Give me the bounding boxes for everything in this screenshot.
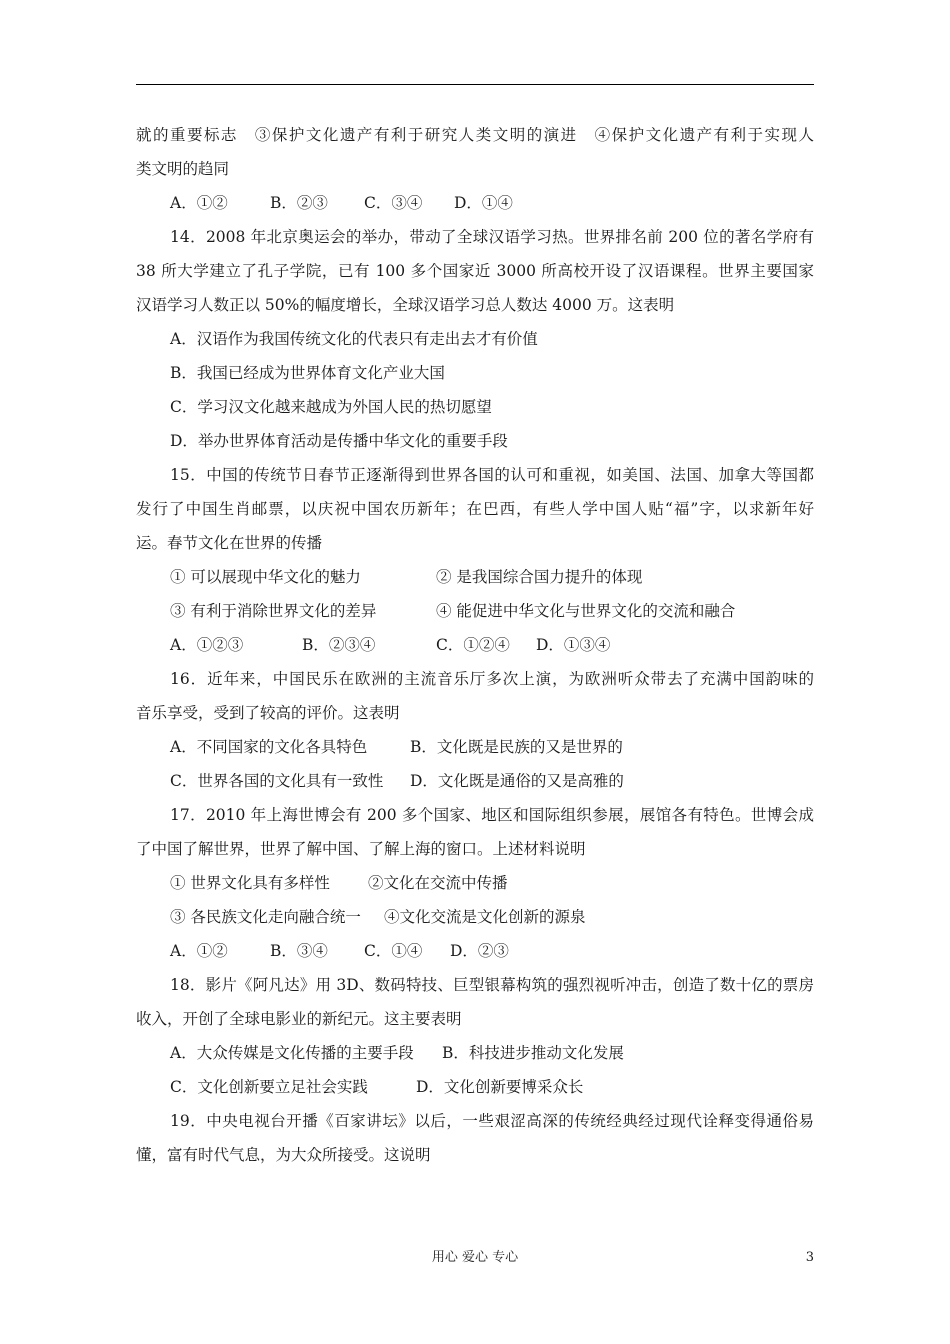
q18-stem-line: 收入，开创了全球电影业的新纪元。这主要表明 (136, 1010, 462, 1028)
page-number: 3 (805, 1250, 814, 1265)
q14-stem-line: 14．2008 年北京奥运会的举办，带动了全球汉语学习热。世界排名前 200 位的著名学府有 (170, 228, 814, 246)
q15-statements-row (136, 594, 814, 628)
q17-option-a: A．①② (170, 942, 228, 960)
q13-option-b: B．②③ (270, 194, 328, 212)
q18-option-a: A．大众传媒是文化传播的主要手段 (170, 1044, 414, 1062)
q18-options-row (136, 1070, 814, 1104)
q15-statement-4: ④ 能促进中华文化与世界文化的交流和融合 (436, 602, 736, 620)
q18-stem-line: 18．影片《阿凡达》用 3D、数码特技、巨型银幕构筑的强烈视听冲击，创造了数十亿的票房 (170, 976, 814, 994)
q13-option-a: A．①② (170, 194, 228, 212)
q18-option-c: C．文化创新要立足社会实践 (170, 1078, 368, 1096)
q18-option-b: B．科技进步推动文化发展 (442, 1044, 624, 1062)
q15-option-a: A．①②③ (170, 636, 244, 654)
q15-statement-2: ② 是我国综合国力提升的体现 (436, 568, 643, 586)
q15-stem-line: 发行了中国生肖邮票，以庆祝中国农历新年；在巴西，有些人学中国人贴“福”字，以求新年好 (136, 500, 814, 518)
q15-statement-3: ③ 有利于消除世界文化的差异 (170, 602, 377, 620)
q15-option-d: D．①③④ (536, 636, 611, 654)
q15-statement-1: ① 可以展现中华文化的魅力 (170, 568, 361, 586)
q16-options-row (136, 730, 814, 764)
q15-stem-line: 15．中国的传统节日春节正逐渐得到世界各国的认可和重视，如美国、法国、加拿大等国都 (170, 466, 814, 484)
q15-stem-line: 运。春节文化在世界的传播 (136, 534, 323, 552)
q15-option-b: B．②③④ (302, 636, 376, 654)
q15-option-c: C．①②④ (436, 636, 510, 654)
page-footer (0, 1247, 950, 1269)
q14-option-d: D．举办世界体育活动是传播中华文化的重要手段 (170, 432, 508, 450)
header-rule (136, 84, 814, 85)
q19-stem-line: 懂，富有时代气息，为大众所接受。这说明 (136, 1146, 431, 1164)
q17-statements-row (136, 900, 814, 934)
q14-stem-line: 汉语学习人数正以 50%的幅度增长，全球汉语学习总人数达 4000 万。这表明 (136, 296, 675, 314)
q13-text-line: 类文明的趋同 (136, 160, 230, 178)
q17-statement-2: ②文化在交流中传播 (368, 874, 508, 892)
q16-option-a: A．不同国家的文化各具特色 (170, 738, 368, 756)
q16-option-b: B．文化既是民族的又是世界的 (410, 738, 623, 756)
q13-options (136, 186, 814, 220)
q17-option-c: C．①④ (364, 942, 423, 960)
footer-motto: 用心 爱心 专心 (431, 1250, 519, 1265)
q16-option-c: C．世界各国的文化具有一致性 (170, 772, 384, 790)
q17-option-b: B．③④ (270, 942, 328, 960)
q16-stem-line: 音乐享受，受到了较高的评价。这表明 (136, 704, 400, 722)
q16-stem-line: 16．近年来，中国民乐在欧洲的主流音乐厅多次上演，为欧洲听众带去了充满中国韵味的 (170, 670, 814, 688)
q15-options (136, 628, 814, 662)
q17-statement-1: ① 世界文化具有多样性 (170, 874, 330, 892)
q16-option-d: D．文化既是通俗的又是高雅的 (410, 772, 624, 790)
q14-option-c: C．学习汉文化越来越成为外国人民的热切愿望 (170, 398, 492, 416)
q15-statements-row (136, 560, 814, 594)
q19-stem-line: 19．中央电视台开播《百家讲坛》以后，一些艰涩高深的传统经典经过现代诠释变得通俗易 (170, 1112, 814, 1130)
q18-option-d: D．文化创新要博采众长 (416, 1078, 584, 1096)
page-body (136, 118, 814, 1172)
q18-options-row (136, 1036, 814, 1070)
q13-option-c: C．③④ (364, 194, 423, 212)
q17-statement-3: ③ 各民族文化走向融合统一 (170, 908, 361, 926)
q13-text-line: 就的重要标志 ③保护文化遗产有利于研究人类文明的演进 ④保护文化遗产有利于实现人 (136, 126, 814, 144)
q14-option-a: A．汉语作为我国传统文化的代表只有走出去才有价值 (170, 330, 538, 348)
q14-option-b: B．我国已经成为世界体育文化产业大国 (170, 364, 445, 382)
q13-option-d: D．①④ (454, 194, 513, 212)
q16-options-row (136, 764, 814, 798)
q17-stem-line: 了中国了解世界，世界了解中国、了解上海的窗口。上述材料说明 (136, 840, 586, 858)
q17-statement-4: ④文化交流是文化创新的源泉 (384, 908, 586, 926)
q17-options (136, 934, 814, 968)
q17-stem-line: 17．2010 年上海世博会有 200 多个国家、地区和国际组织参展，展馆各有特色。世博会成 (170, 806, 814, 824)
q17-option-d: D．②③ (450, 942, 509, 960)
q14-stem-line: 38 所大学建立了孔子学院，已有 100 多个国家近 3000 所高校开设了汉语课程。世界主要国家 (136, 262, 814, 280)
q17-statements-row (136, 866, 814, 900)
